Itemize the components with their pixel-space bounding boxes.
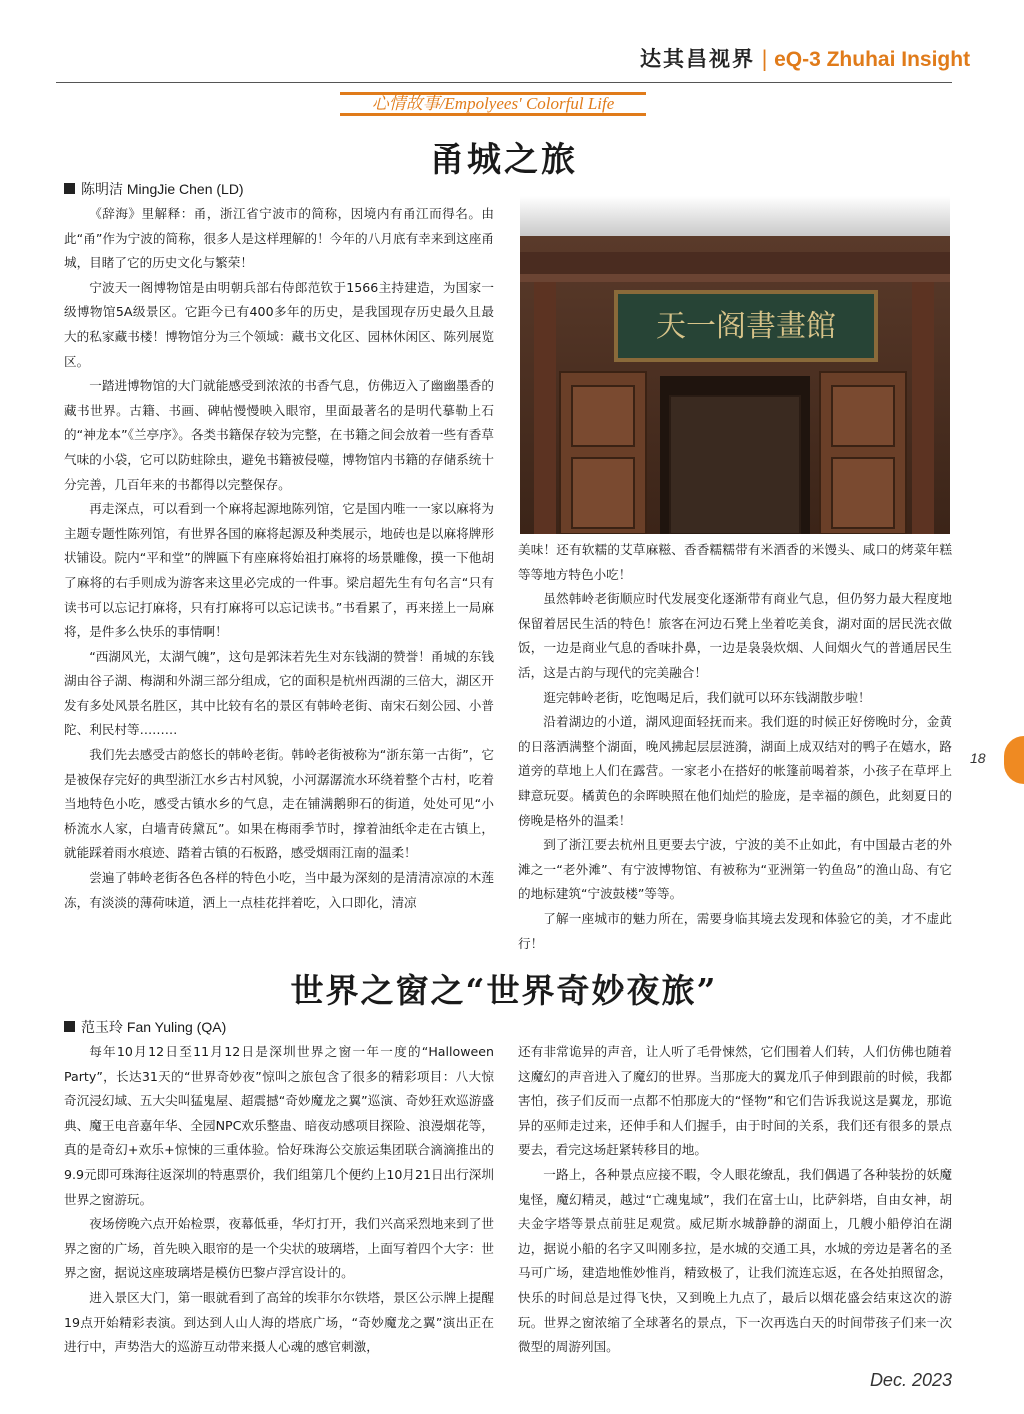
article1-title: 甬城之旅 [430,140,578,180]
section-banner-text: 心情故事/Empolyees' Colorful Life [371,94,615,113]
article1-paragraph: 一踏进博物馆的大门就能感受到浓浓的书香气息，仿佛迈入了幽幽墨香的藏书世界。古籍、书画、碑帖慢慢映入眼帘，里面最著名的是明代摹勒上石的“神龙本”《兰亭序》。各类书籍保存较为完整，在书籍之间会放着一些有香草气味的小袋，它可以防蛀除虫，避免书籍被侵噬，博物馆内书籍的存储系统十分完善，几百年来的书都得以完整保存。 [64,378,494,492]
issue-date: Dec. 2023 [869,1370,952,1390]
article1-author [64,180,244,198]
article2-paragraph: 还有非常诡异的声音，让人听了毛骨悚然，它们围着人们转，人们仿佛也随着这魔幻的声音进入了魔幻的世界。当那庞大的翼龙爪子伸到跟前的时候，我都害怕，孩子们反而一点都不怕那庞大的“怪物”和它们告诉我说这是翼龙，那诡异的巫师走过来，还伸手和人们握手，由于时间的关系，我们还有很多的景点要去，看完这场赶紧转移目的地。 [518,1044,952,1158]
page-number: 18 [970,750,986,766]
author-bullet-icon [64,1021,75,1032]
plaque-text: 天一阁書畫館 [656,309,836,344]
museum-gate-photo [520,196,950,534]
header-separator: | [761,47,769,71]
article2-paragraph: 每年10月12日至11月12日是深圳世界之窗一年一度的“Halloween Party”，长达31天的“世界奇妙夜”惊叫之旅包含了很多的精彩项目：八大惊奇沉浸幻域、五大尖叫猛鬼屋、超震撼“奇妙魔龙之翼”巡演、奇妙狂欢巡游盛典、魔王电音嘉年华、全园NPC欢乐整蛊、暗夜动感项目探险、浪漫烟花等，真的是奇幻+欢乐+惊悚的三重体验。恰好珠海公交旅运集团联合滴滴推出的9.9元即可珠海往返深圳的特惠票价，我们组第几个便约上10月21日出行深圳世界之窗游玩。 [64,1044,494,1207]
article1-paragraph: 宁波天一阁博物馆是由明朝兵部右侍郎范钦于1566主持建造，为国家一级博物馆5A级景区。它距今已有400多年的历史，是我国现存历史最久且最大的私家藏书楼！博物馆分为三个领域：藏书文化区、园林休闲区、陈列展览区。 [64,279,494,369]
author-bullet-icon [64,183,75,194]
article2-paragraph: 进入景区大门，第一眼就看到了高耸的埃菲尔尔铁塔，景区公示牌上提醒19点开始精彩表演。到达到人山人海的塔底广场，“奇妙魔龙之翼”演出正在进行中，声势浩大的巡游互动带来摄人心魂的感官刺激， [64,1289,494,1355]
page-tab-marker [1004,736,1024,784]
magazine-title-cn: 达其昌视界 [640,46,755,71]
article2-left-column [64,1040,494,1360]
article2-right-column [518,1040,952,1360]
article1-paragraph: 尝遍了韩岭老街各色各样的特色小吃，当中最为深刻的是清清凉凉的木莲冻，有淡淡的薄荷味道，洒上一点桂花拌着吃，入口即化，清凉 [64,870,494,910]
article1-paragraph: 到了浙江要去杭州且更要去宁波，宁波的美不止如此，有中国最古老的外滩之一“老外滩”、有宁波博物馆、有被称为“亚洲第一钓鱼岛”的渔山岛、有它的地标建筑“宁波鼓楼”等等。 [518,837,952,902]
magazine-header [640,44,971,74]
article1-right-column [518,538,952,956]
article2-author [64,1018,226,1036]
article1-paragraph: 了解一座城市的魅力所在，需要身临其境去发现和体验它的美，才不虚此行！ [518,910,952,951]
article1-left-column [64,202,494,915]
section-banner [340,92,646,116]
article1-paragraph: 虽然韩岭老街顺应时代发展变化逐渐带有商业气息，但仍努力最大程度地保留着居民生活的特色！旅客在河边石凳上坐着吃美食，湖对面的居民洗衣做饭，一边是商业气息的香味扑鼻，一边是袅袅炊烟、人间烟火气的普通居民生活，这是古韵与现代的完美融合！ [518,591,952,680]
article1-paragraph: 《辞海》里解释：甬，浙江省宁波市的简称，因境内有甬江而得名。由此“甬”作为宁波的简称，很多人是这样理解的！今年的八月底有幸来到这座甬城，目睹了它的历史文化与繁荣！ [64,206,494,271]
article2-paragraph: 夜场傍晚六点开始检票，夜幕低垂，华灯打开，我们兴高采烈地来到了世界之窗的广场，首先映入眼帘的是一个尖状的玻璃塔，上面写着四个大字：世界之窗，据说这座玻璃塔是模仿巴黎卢浮宫设计的。 [64,1216,494,1281]
article1-paragraph: 沿着湖边的小道，湖风迎面轻抚而来。我们逛的时候正好傍晚时分，金黄的日落洒满整个湖面，晚风拂起层层涟漪，湖面上成双结对的鸭子在嬉水，路道旁的草地上人们在露营。一家老小在搭好的帐篷前喝着茶，小孩子在草坪上肆意玩耍。橘黄色的余晖映照在他们灿烂的脸庞，是幸福的颜色，此刻夏日的傍晚是格外的温柔！ [518,714,952,828]
magazine-title-en: eQ-3 Zhuhai Insight [774,48,971,71]
article1-paragraph: 我们先去感受古韵悠长的韩岭老街。韩岭老街被称为“浙东第一古街”，它是被保存完好的典型浙江水乡古村风貌，小河潺潺流水环绕着整个古村，吃着当地特色小吃，感受古镇水乡的气息，走在铺满鹅卵石的街道，处处可见“小桥流水人家，白墙青砖黛瓦”。如果在梅雨季节时，撑着油纸伞走在古镇上，就能踩着雨水痕迹、踏着古镇的石板路，感受烟雨江南的温柔！ [64,747,494,861]
article2-author-name: 范玉玲 Fan Yuling (QA) [81,1019,227,1035]
article1-paragraph: 再走深点，可以看到一个麻将起源地陈列馆，它是国内唯一一家以麻将为主题专题性陈列馆，有世界各国的麻将起源及种类展示，地砖也是以麻将牌形状铺设。院内“平和堂”的牌匾下有座麻将始祖打麻将的场景雕像，摸一下他胡了麻将的右手则成为游客来这里必完成的一件事。梁启超先生有句名言“只有读书可以忘记打麻将，只有打麻将可以忘记读书。”书看累了，再来搓上一局麻将，是件多么快乐的事情啊！ [64,501,494,640]
article1-paragraph: 美味！还有软糯的艾草麻糍、香香糯糯带有米酒香的米馒头、咸口的烤菜年糕等等地方特色小吃！ [518,542,952,582]
article1-paragraph: “西湖风光，太湖气魄”，这句是郭沫若先生对东钱湖的赞誉！甬城的东钱湖由谷子湖、梅湖和外湖三部分组成，它的面积是杭州西湖的三倍大，湖区开发有多处风景名胜区，其中比较有名的景区有韩岭老街、南宋石刻公园、小普陀、利民村等……… [64,648,494,738]
header-divider [56,82,952,83]
article2-paragraph: 一路上，各种景点应接不暇，令人眼花缭乱，我们偶遇了各种装扮的妖魔鬼怪，魔幻精灵，越过“亡魂鬼域”，我们在富士山，比萨斜塔，自由女神，胡夫金字塔等景点前驻足观赏。威尼斯水城静静的湖面上，几艘小船停泊在湖边，据说小船的名字又叫刚多拉，是水城的交通工具，水城的旁边是著名的圣马可广场，建造地惟妙惟肖，精致极了，让我们流连忘返，在各处拍照留念，快乐的时间总是过得飞快，又到晚上九点了，最后以烟花盛会结束这次的游玩。世界之窗浓缩了全球著名的景点，下一次再选白天的时间带孩子们来一次微型的周游列国。 [518,1166,952,1355]
article2-title: 世界之窗之“世界奇妙夜旅” [290,971,718,1010]
article1-paragraph: 逛完韩岭老街，吃饱喝足后，我们就可以环东钱湖散步啦！ [543,689,871,705]
article1-author-name: 陈明洁 MingJie Chen (LD) [81,181,244,197]
